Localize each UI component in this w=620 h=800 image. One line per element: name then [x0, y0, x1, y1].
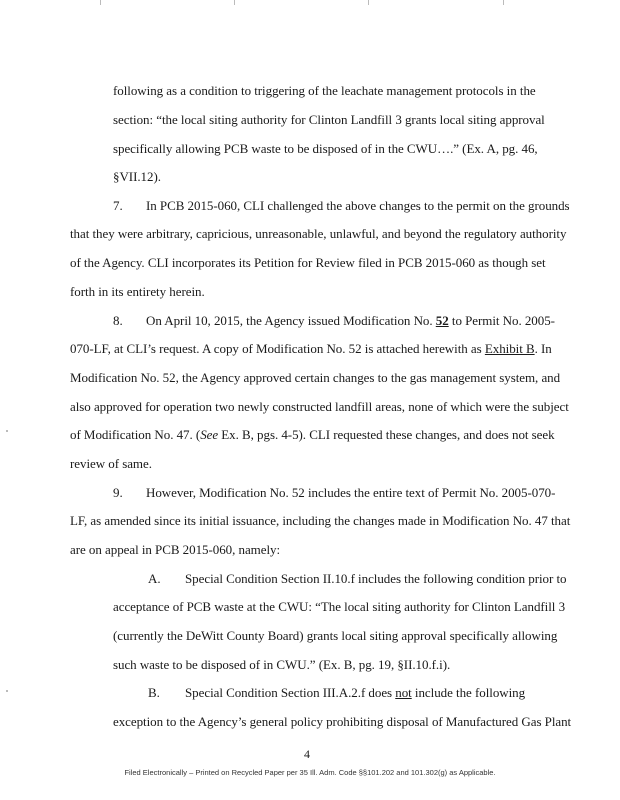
paragraph-7-first-line: 7. In PCB 2015-060, CLI challenged the above changes to the permit on the grounds: [113, 198, 570, 213]
scan-speck: [6, 430, 8, 432]
modification-number-emphasis: 52: [435, 313, 449, 328]
body-line: of the Agency. CLI incorporates its Petition for Review filed in PCB 2015-060 as though set: [70, 255, 546, 270]
scan-mark: [100, 0, 101, 5]
paragraph-9-first-line: 9. However, Modification No. 52 includes the entire text of Permit No. 2005-070-: [113, 485, 556, 500]
paragraph-number: 8.: [113, 313, 123, 328]
body-line: review of same.: [70, 456, 152, 471]
subparagraph-a-first-line: A. Special Condition Section II.10.f includes the following condition prior to: [148, 571, 567, 586]
scan-speck: [6, 690, 8, 692]
body-line: acceptance of PCB waste at the CWU: “The local siting authority for Clinton Landfill 3: [113, 599, 566, 614]
body-line: exception to the Agency’s general policy prohibiting disposal of Manufactured Gas Plant: [113, 714, 572, 729]
body-line: LF, as amended since its initial issuance, including the changes made in Modification No. 47 that: [70, 513, 571, 528]
body-line: of Modification No. 47. (See Ex. B, pgs. 4-5). CLI requested these changes, and does not seek: [70, 427, 555, 442]
body-line: such waste to be disposed of in CWU.” (Ex. B, pg. 19, §II.10.f.i).: [113, 657, 451, 672]
page-number: 4: [304, 747, 310, 761]
body-line: that they were arbitrary, capricious, unreasonable, unlawful, and beyond the regulatory authority: [70, 226, 567, 241]
not-emphasis: not: [395, 685, 412, 700]
filing-footer: Filed Electronically – Printed on Recycled Paper per 35 Ill. Adm. Code §§101.202 and 101.302(g) as Applicable.: [124, 768, 496, 777]
subparagraph-b-first-line: B. Special Condition Section III.A.2.f does not include the following: [148, 685, 526, 700]
see-signal: See: [200, 427, 219, 442]
scan-mark: [503, 0, 504, 5]
body-line: (currently the DeWitt County Board) grants local siting approval specifically allowing: [113, 628, 558, 643]
body-line: following as a condition to triggering of the leachate management protocols in the: [113, 83, 536, 98]
body-line: are on appeal in PCB 2015-060, namely:: [70, 542, 281, 557]
subparagraph-label: B.: [148, 685, 160, 700]
scan-mark: [234, 0, 235, 5]
body-line: Modification No. 52, the Agency approved certain changes to the gas management system, and: [70, 370, 561, 385]
body-line: forth in its entirety herein.: [70, 284, 205, 299]
subparagraph-label: A.: [148, 571, 161, 586]
exhibit-b-reference: Exhibit B: [484, 341, 535, 356]
body-line: also approved for operation two newly constructed landfill areas, none of which were the subject: [70, 399, 569, 414]
paragraph-8-first-line: 8. On April 10, 2015, the Agency issued Modification No. 52 to Permit No. 2005-: [113, 313, 555, 328]
body-line: section: “the local siting authority for Clinton Landfill 3 grants local siting approval: [113, 112, 545, 127]
body-line: 070-LF, at CLI’s request. A copy of Modification No. 52 is attached herewith as Exhibit B. In: [70, 341, 552, 356]
paragraph-number: 7.: [113, 198, 123, 213]
scan-mark: [368, 0, 369, 5]
paragraph-number: 9.: [113, 485, 123, 500]
body-line: specifically allowing PCB waste to be disposed of in the CWU….” (Ex. A, pg. 46,: [113, 141, 538, 156]
body-line: §VII.12).: [113, 169, 161, 184]
